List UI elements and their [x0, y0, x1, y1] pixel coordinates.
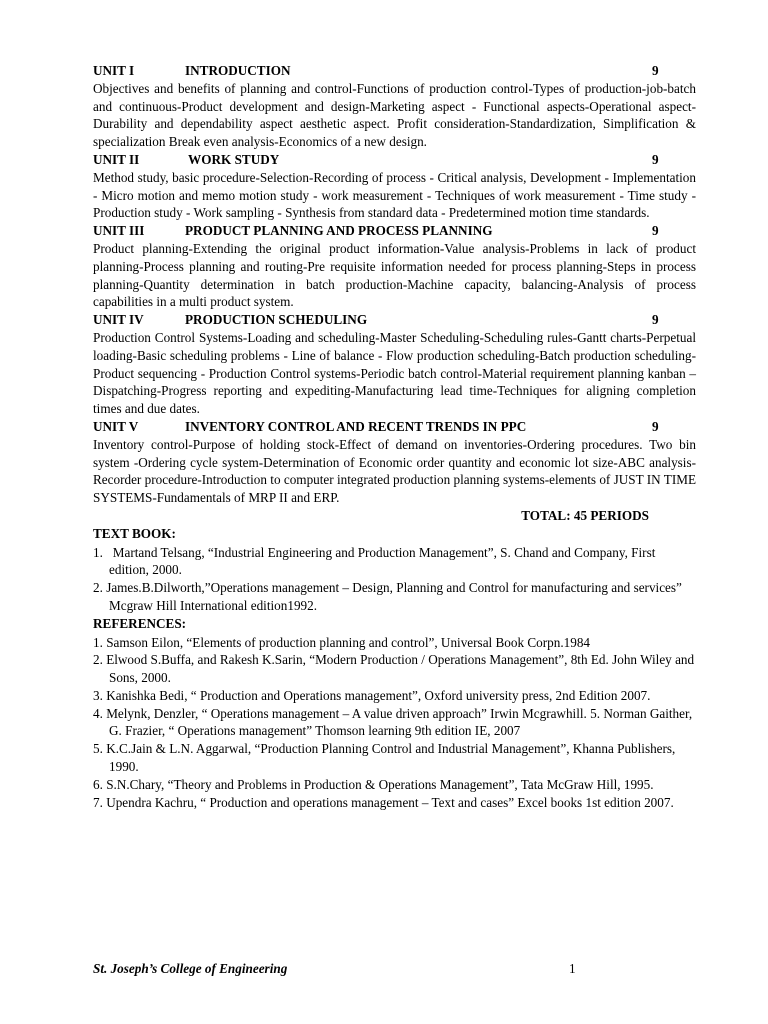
unit-hours: 9 — [652, 312, 659, 328]
list-item — [93, 705, 696, 741]
unit-1 — [93, 62, 696, 151]
list-item — [93, 651, 696, 687]
unit-number: UNIT I — [93, 63, 135, 78]
unit-title: INTRODUCTION — [185, 63, 291, 78]
list-text: Melynk, Denzler, “ Operations management – A value driven approach” Irwin Mcgrawhill. 5. Norman Gaither, G. Frazier, “ Operations management” Thomson learning 9th edition IE, 2007 — [106, 705, 693, 739]
total-periods: TOTAL: 45 PERIODS — [521, 507, 649, 523]
unit-hours: 9 — [652, 151, 659, 167]
unit-heading — [93, 222, 696, 240]
unit-number: UNIT IV — [93, 312, 144, 328]
list-text: Upendra Kachru, “ Production and operations management – Text and cases” Excel books 1st edition 2007. — [106, 794, 674, 810]
unit-title: PRODUCTION SCHEDULING — [185, 312, 368, 328]
unit-title: INVENTORY CONTROL AND RECENT TRENDS IN PPC — [185, 418, 527, 434]
unit-heading — [93, 311, 696, 329]
page-footer — [93, 960, 696, 978]
text-book-list — [93, 544, 696, 615]
list-item — [93, 776, 696, 794]
unit-number: UNIT III — [93, 223, 145, 239]
list-number: 7. — [93, 794, 103, 810]
unit-heading — [93, 418, 696, 436]
list-item — [93, 579, 696, 615]
unit-2 — [93, 151, 696, 222]
college-name: St. Joseph’s College of Engineering — [93, 961, 288, 976]
list-number: 4. — [93, 705, 103, 721]
references-list — [93, 634, 696, 812]
list-number: 2. — [93, 580, 103, 596]
text-book-heading: TEXT BOOK: — [93, 525, 176, 541]
list-text: K.C.Jain & L.N. Aggarwal, “Production Planning Control and Industrial Management”, Khanna Publishers, 1990. — [106, 741, 676, 775]
unit-hours: 9 — [652, 418, 659, 434]
list-number: 3. — [93, 687, 103, 703]
unit-5 — [93, 418, 696, 507]
page-number: 1 — [569, 961, 576, 976]
list-text: Martand Telsang, “Industrial Engineering and Production Management”, S. Chand and Company, First edition, 2000. — [106, 544, 659, 578]
list-number: 2. — [93, 652, 103, 668]
unit-body: Objectives and benefits of planning and control-Functions of production control-Types of production-job-batch and continuous-Product development and design-Marketing aspect - Functional aspects-Operational aspect-Durability and dependability aspect aesthetic aspect. Profit consideration-Standardization, Simplification & specialization Break even analysis-Economics of a new design. — [93, 80, 696, 150]
unit-title: PRODUCT PLANNING AND PROCESS PLANNING — [185, 223, 493, 239]
unit-number: UNIT II — [93, 151, 140, 167]
unit-hours: 9 — [652, 63, 659, 78]
list-number: 1. — [93, 544, 103, 560]
list-item — [93, 794, 696, 812]
list-number: 6. — [93, 776, 103, 792]
list-item — [93, 740, 696, 776]
list-text: S.N.Chary, “Theory and Problems in Production & Operations Management”, Tata McGraw Hill, 1995. — [106, 776, 654, 792]
list-number: 1. — [93, 634, 103, 650]
unit-body: Method study, basic procedure-Selection-Recording of process - Critical analysis, Development - Implementation - Micro motion and memo motion study - work measurement - Techniques of work measurement - Time study - Production study - Work sampling - Synthesis from standard data - Predetermined motion time standards. — [93, 169, 696, 221]
unit-heading — [93, 151, 696, 169]
unit-heading — [93, 62, 696, 80]
unit-body: Production Control Systems-Loading and scheduling-Master Scheduling-Scheduling rules-Gantt charts-Perpetual loading-Basic scheduling problems - Line of balance - Flow production scheduling-Batch production scheduling-Product sequencing - Production Control systems-Periodic batch control-Material requirement planning kanban –Dispatching-Progress reporting and expediting-Manufacturing lead time-Techniques for aligning completion times and due dates. — [93, 329, 696, 417]
list-item — [93, 634, 696, 652]
references-heading: REFERENCES: — [93, 615, 187, 631]
list-text: Elwood S.Buffa, and Rakesh K.Sarin, “Modern Production / Operations Management”, 8th Ed. John Wiley and Sons, 2000. — [106, 652, 695, 686]
syllabus-page — [93, 62, 696, 811]
unit-4 — [93, 311, 696, 418]
list-text: James.B.Dilworth,”Operations management – Design, Planning and Control for manufacturing and services” Mcgraw Hill International edition1992. — [106, 580, 682, 613]
list-number: 5. — [93, 741, 103, 757]
unit-number: UNIT V — [93, 418, 139, 434]
unit-3 — [93, 222, 696, 311]
list-item — [93, 687, 696, 705]
unit-title: WORK STUDY — [185, 151, 280, 167]
list-text: Kanishka Bedi, “ Production and Operations management”, Oxford university press, 2nd Edition 2007. — [106, 687, 651, 703]
unit-body: Product planning-Extending the original product information-Value analysis-Problems in lack of product planning-Process planning and routing-Pre requisite information needed for process planning-Steps in process planning-Quantity determination in batch production-Machine capacity, balancing-Analysis of process capabilities in a multi product system. — [93, 240, 696, 310]
unit-hours: 9 — [652, 223, 659, 239]
list-item — [93, 544, 696, 580]
unit-body: Inventory control-Purpose of holding stock-Effect of demand on inventories-Ordering procedures. Two bin system -Ordering cycle system-Determination of Economic order quantity and economic lot size-ABC analysis-Recorder procedure-Introduction to computer integrated production planning systems-elements of JUST IN TIME SYSTEMS-Fundamentals of MRP II and ERP. — [93, 436, 696, 506]
list-text: Samson Eilon, “Elements of production planning and control”, Universal Book Corpn.1984 — [106, 634, 591, 650]
